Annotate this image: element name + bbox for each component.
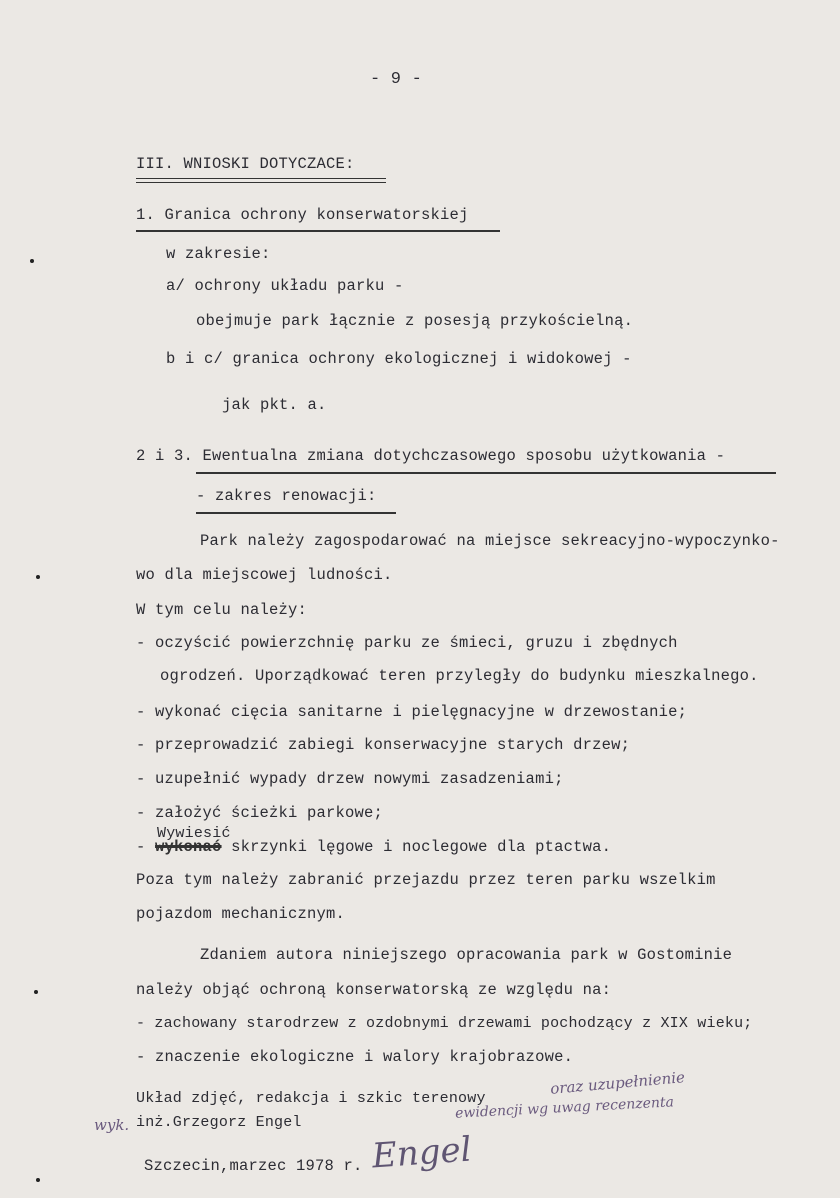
paragraph-line: Zdaniem autora niniejszego opracowania park w Gostominie [200, 946, 733, 964]
bullet-item-corrected [136, 825, 612, 856]
section-1-line: w zakresie: [166, 245, 271, 263]
struck-out-text: wykonać [155, 838, 222, 856]
typed-correction: Wywiesić [157, 825, 231, 842]
bullet-item: - oczyścić powierzchnię parku ze śmieci, gruzu i zbędnych [136, 634, 678, 652]
signature: Engel [370, 1129, 473, 1177]
paragraph-line: - znaczenie ekologiczne i walory krajobrazowe. [136, 1048, 574, 1066]
paragraph-line: pojazdom mechanicznym. [136, 905, 346, 923]
section-2-underline-2 [196, 512, 396, 514]
credits-line: Układ zdjęć, redakcja i szkic terenowy [136, 1090, 486, 1107]
paragraph-line: należy objąć ochroną konserwatorską ze względu na: [136, 981, 612, 999]
bullet-rest: skrzynki lęgowe i noclegowe dla ptactwa. [231, 838, 612, 856]
section-1-line: a/ ochrony układu parku - [166, 277, 404, 295]
bullet-item: - wykonać cięcia sanitarne i pielęgnacyjne w drzewostanie; [136, 703, 688, 721]
section-1-line: b i c/ granica ochrony ekologicznej i widokowej - [166, 350, 632, 368]
section-2-underline [196, 472, 776, 474]
handwritten-prefix: wyk. [94, 1116, 130, 1134]
handwritten-note: ewidencji wg uwag recenzenta [454, 1094, 675, 1122]
section-1-line: obejmuje park łącznie z posesją przykościelną. [196, 312, 634, 330]
section-1-line: jak pkt. a. [222, 396, 327, 414]
paragraph-line: - zachowany starodrzew z ozdobnymi drzewami pochodzący z XIX wieku; [136, 1015, 753, 1032]
section-1-underline [136, 230, 500, 232]
section-heading: III. WNIOSKI DOTYCZACE: [136, 155, 355, 173]
paragraph-line: wo dla miejscowej ludności. [136, 566, 393, 584]
margin-dot [30, 259, 34, 263]
section-2-title-cont: - zakres renowacji: [196, 487, 377, 505]
paragraph-line: Poza tym należy zabranić przejazdu przez teren parku wszelkim [136, 871, 716, 889]
handwritten-note: oraz uzupełnienie [549, 1068, 686, 1098]
bullet-item: - przeprowadzić zabiegi konserwacyjne starych drzew; [136, 736, 631, 754]
paragraph-line: Park należy zagospodarować na miejsce sekreacyjno-wypoczynko- [200, 532, 780, 550]
struck-word [155, 825, 231, 856]
page-number: - 9 - [370, 70, 423, 89]
margin-dot [36, 1178, 40, 1182]
bullet-dash: - [136, 838, 146, 856]
bullet-item: - uzupełnić wypady drzew nowymi zasadzeniami; [136, 770, 564, 788]
credits-author: inż.Grzegorz Engel [136, 1114, 302, 1131]
bullet-item: - założyć ścieżki parkowe; [136, 804, 384, 822]
paragraph-line: W tym celu należy: [136, 601, 308, 619]
heading-double-underline [136, 178, 386, 183]
section-2-title: 2 i 3. Ewentualna zmiana dotychczasowego sposobu użytkowania - [136, 447, 726, 465]
section-1-title: 1. Granica ochrony konserwatorskiej [136, 206, 469, 224]
place-date: Szczecin,marzec 1978 r. [144, 1157, 363, 1175]
margin-dot [36, 575, 40, 579]
bullet-item-cont: ogrodzeń. Uporządkować teren przyległy do budynku mieszkalnego. [160, 667, 759, 685]
margin-dot [34, 990, 38, 994]
